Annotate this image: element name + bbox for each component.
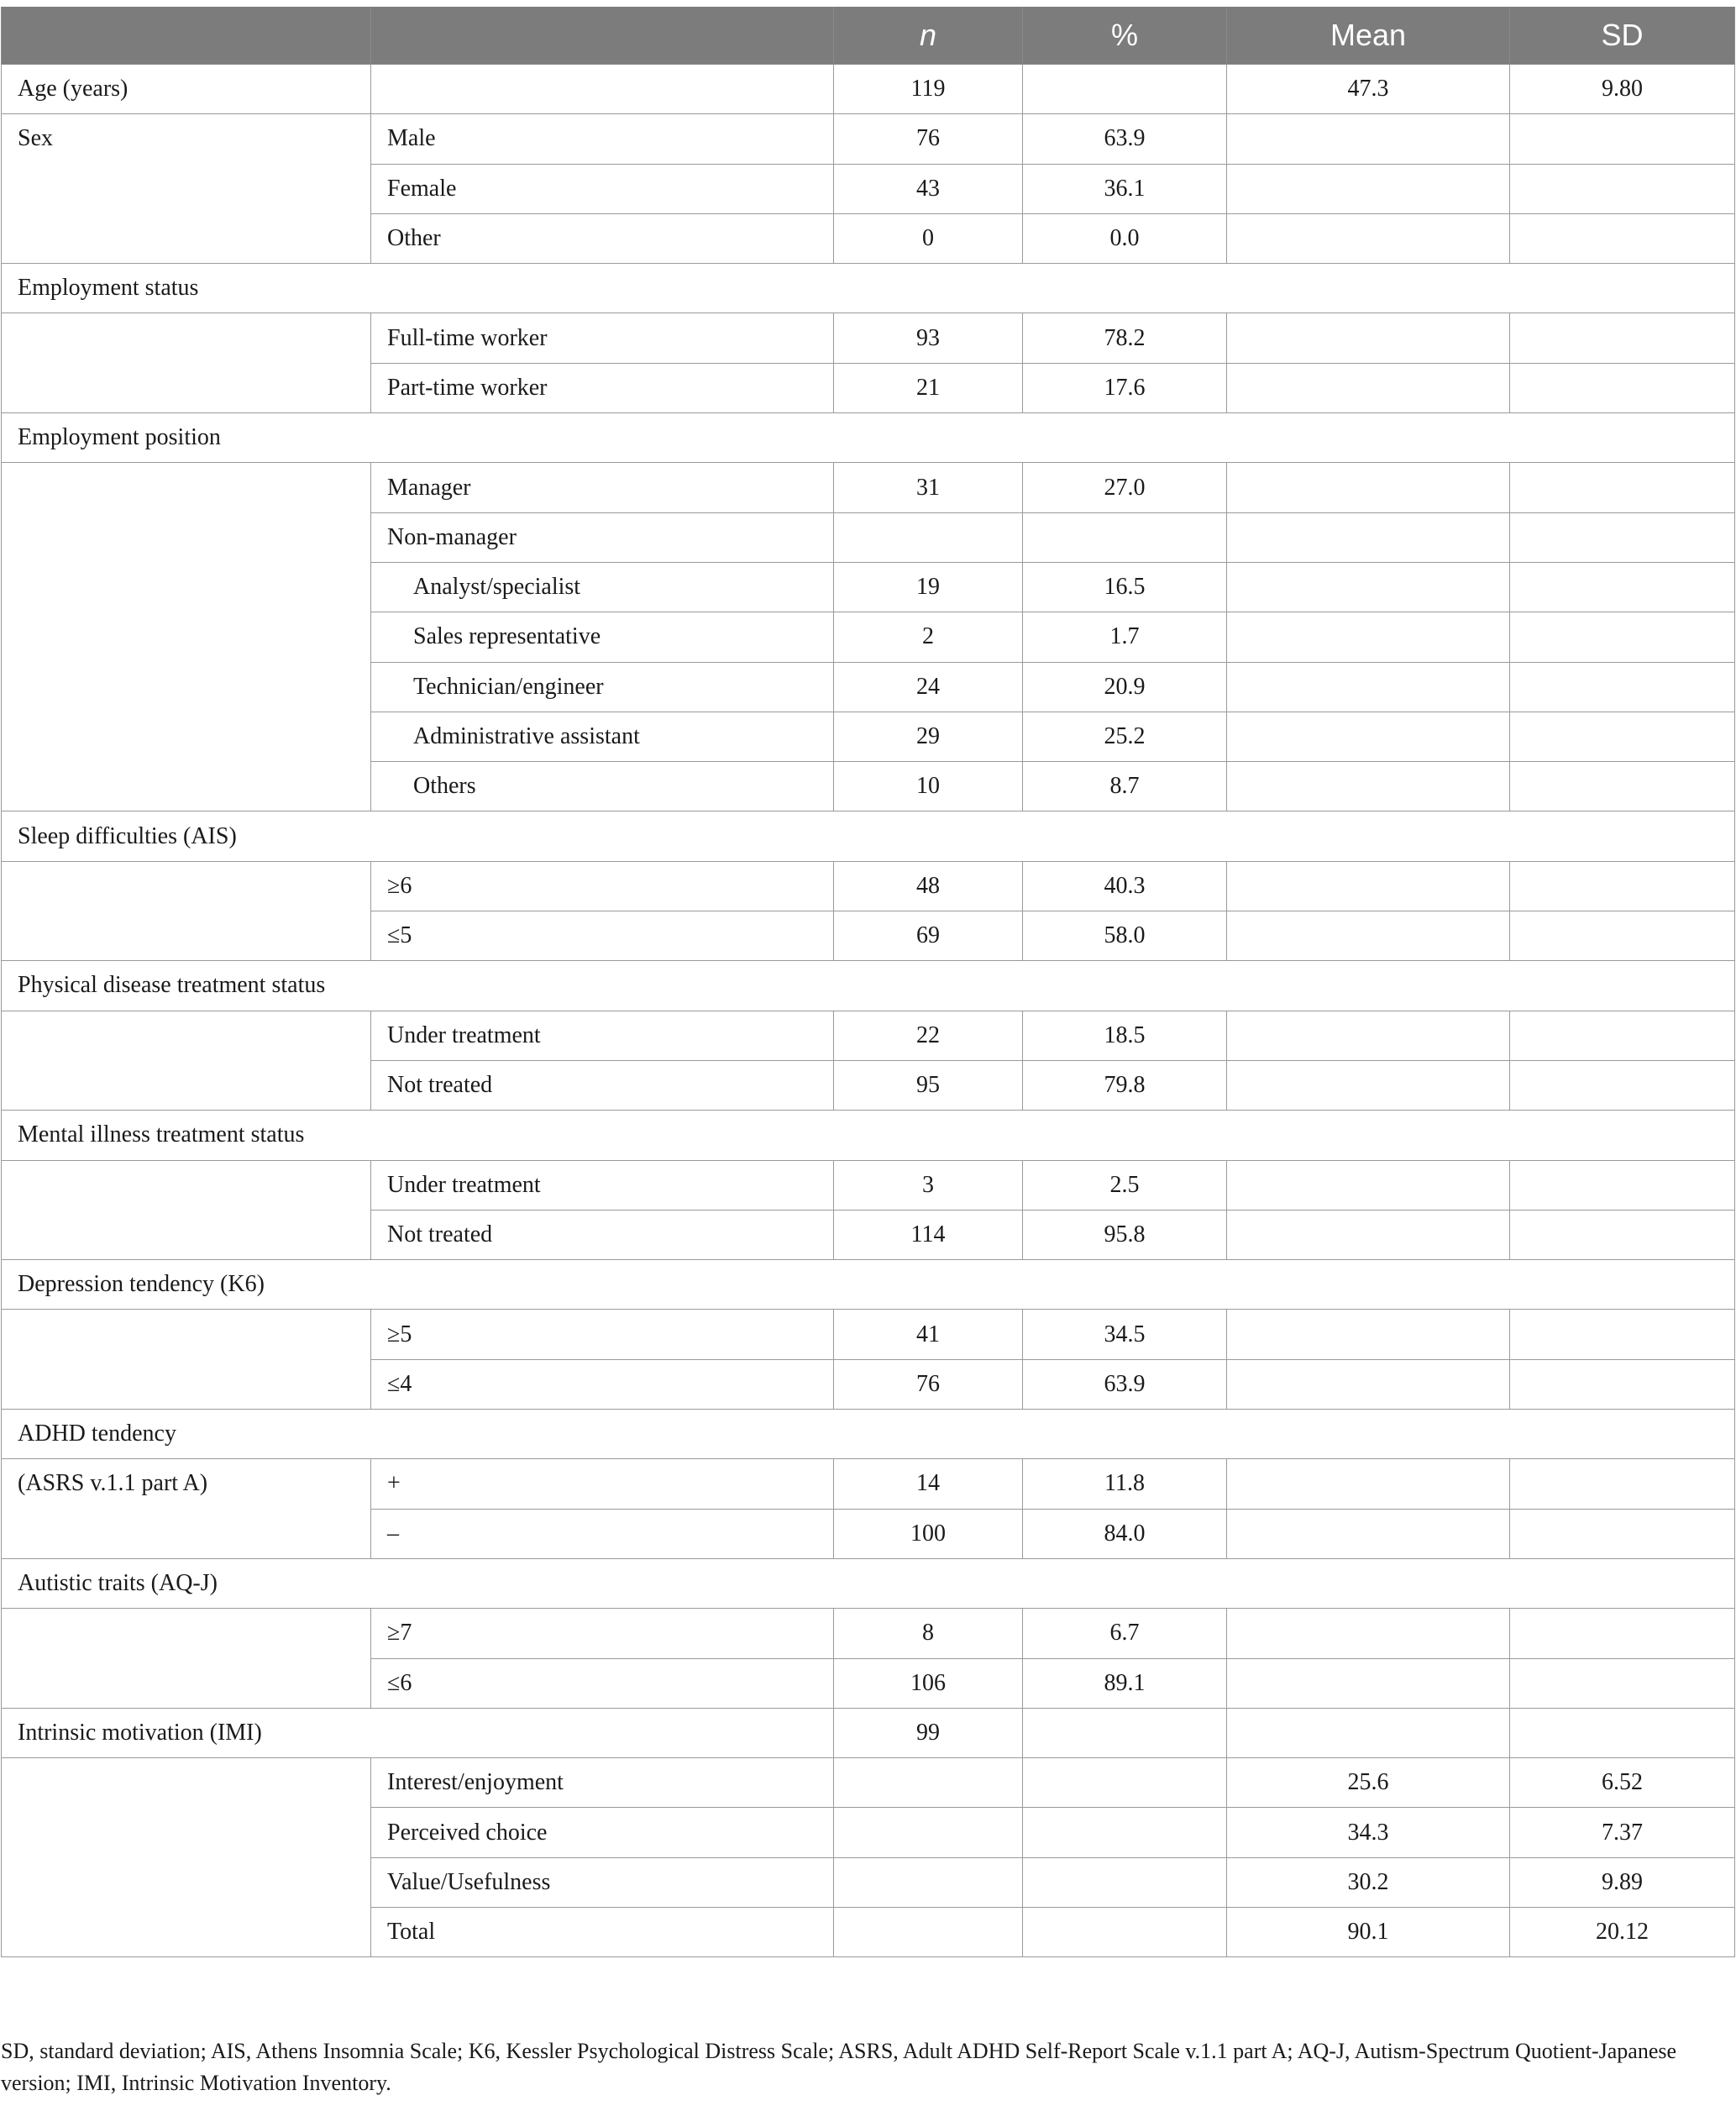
category-label: Physical disease treatment status xyxy=(2,961,1735,1011)
cell-mean: 47.3 xyxy=(1227,65,1510,114)
cell-n: 3 xyxy=(834,1160,1023,1210)
cell-percent: 84.0 xyxy=(1023,1509,1227,1558)
sub-label: + xyxy=(371,1459,834,1509)
table-row xyxy=(2,1459,1735,1509)
category-sublabel: (ASRS v.1.1 part A) xyxy=(2,1459,371,1559)
table-row xyxy=(2,463,1735,512)
table-row xyxy=(2,114,1735,164)
cell-sd: 20.12 xyxy=(1510,1907,1735,1956)
row-label: Age (years) xyxy=(2,65,371,114)
cell-percent: 0.0 xyxy=(1023,213,1227,263)
cell-percent: 63.9 xyxy=(1023,114,1227,164)
sub-label: ≤6 xyxy=(371,1658,834,1708)
cell-percent: 25.2 xyxy=(1023,712,1227,761)
cell-mean: 90.1 xyxy=(1227,1907,1510,1956)
cell-n: 76 xyxy=(834,1359,1023,1409)
header-sd: SD xyxy=(1510,7,1735,65)
header-row xyxy=(2,7,1735,65)
cell-percent: 27.0 xyxy=(1023,463,1227,512)
cell-n: 69 xyxy=(834,911,1023,961)
table-row xyxy=(2,264,1735,313)
cell-n: 8 xyxy=(834,1609,1023,1658)
cell-n: 24 xyxy=(834,662,1023,712)
cell-n: 48 xyxy=(834,861,1023,911)
sub-label: Non-manager xyxy=(371,512,834,562)
category-label: Employment position xyxy=(2,413,1735,463)
sub-label: Perceived choice xyxy=(371,1808,834,1857)
cell-n: 100 xyxy=(834,1509,1023,1558)
cell-n: 2 xyxy=(834,612,1023,662)
table-row xyxy=(2,413,1735,463)
sub-label: Technician/engineer xyxy=(371,662,834,712)
table-row xyxy=(2,1011,1735,1060)
table-row xyxy=(2,1558,1735,1608)
category-label: ADHD tendency xyxy=(2,1410,1735,1459)
sub-label: Administrative assistant xyxy=(371,712,834,761)
cell-mean: 30.2 xyxy=(1227,1857,1510,1907)
cell-percent: 8.7 xyxy=(1023,762,1227,811)
category-label: Mental illness treatment status xyxy=(2,1111,1735,1160)
sub-label: ≥5 xyxy=(371,1310,834,1359)
cell-percent: 34.5 xyxy=(1023,1310,1227,1359)
sub-label: Analyst/specialist xyxy=(371,562,834,612)
sub-label: Others xyxy=(371,762,834,811)
table-row xyxy=(2,1708,1735,1757)
cell-percent: 95.8 xyxy=(1023,1210,1227,1259)
sub-label: Full-time worker xyxy=(371,313,834,363)
table-row xyxy=(2,861,1735,911)
cell-n: 19 xyxy=(834,562,1023,612)
table-row xyxy=(2,313,1735,363)
header-mean: Mean xyxy=(1227,7,1510,65)
sub-label: Sales representative xyxy=(371,612,834,662)
cell-percent: 2.5 xyxy=(1023,1160,1227,1210)
cell-percent: 16.5 xyxy=(1023,562,1227,612)
table-row xyxy=(2,1260,1735,1310)
cell-n: 22 xyxy=(834,1011,1023,1060)
cell-percent: 40.3 xyxy=(1023,861,1227,911)
category-label: Employment status xyxy=(2,264,1735,313)
cell-percent: 11.8 xyxy=(1023,1459,1227,1509)
sub-label: Total xyxy=(371,1907,834,1956)
table-row xyxy=(2,1310,1735,1359)
sub-label: Male xyxy=(371,114,834,164)
sub-label: Under treatment xyxy=(371,1011,834,1060)
category-label: Intrinsic motivation (IMI) xyxy=(2,1708,834,1757)
cell-n: 41 xyxy=(834,1310,1023,1359)
sub-label: Female xyxy=(371,164,834,213)
table-row xyxy=(2,1609,1735,1658)
category-label: Depression tendency (K6) xyxy=(2,1260,1735,1310)
sub-label: Manager xyxy=(371,463,834,512)
cell-sd: 9.80 xyxy=(1510,65,1735,114)
category-label: Sleep difficulties (AIS) xyxy=(2,811,1735,861)
cell-n: 95 xyxy=(834,1060,1023,1110)
sub-label: ≥7 xyxy=(371,1609,834,1658)
cell-n: 114 xyxy=(834,1210,1023,1259)
sub-label: Interest/enjoyment xyxy=(371,1758,834,1808)
cell-percent: 1.7 xyxy=(1023,612,1227,662)
cell-mean: 25.6 xyxy=(1227,1758,1510,1808)
cell-percent: 78.2 xyxy=(1023,313,1227,363)
cell-n: 119 xyxy=(834,65,1023,114)
cell-n: 10 xyxy=(834,762,1023,811)
header-percent: % xyxy=(1023,7,1227,65)
cell-n: 76 xyxy=(834,114,1023,164)
cell-n: 93 xyxy=(834,313,1023,363)
table-row xyxy=(2,65,1735,114)
sub-label: Under treatment xyxy=(371,1160,834,1210)
cell-percent: 63.9 xyxy=(1023,1359,1227,1409)
cell-percent: 20.9 xyxy=(1023,662,1227,712)
cell-sd: 9.89 xyxy=(1510,1857,1735,1907)
cell-n: 14 xyxy=(834,1459,1023,1509)
cell-n: 43 xyxy=(834,164,1023,213)
sub-label: Not treated xyxy=(371,1060,834,1110)
cell-n: 106 xyxy=(834,1658,1023,1708)
sub-label: Part-time worker xyxy=(371,363,834,412)
header-n: n xyxy=(834,7,1023,65)
table-row xyxy=(2,1410,1735,1459)
cell-n: 0 xyxy=(834,213,1023,263)
row-label: Sex xyxy=(2,114,371,264)
header-blank-2 xyxy=(371,7,834,65)
cell-n: 31 xyxy=(834,463,1023,512)
sub-label: ≥6 xyxy=(371,861,834,911)
sub-label: ≤5 xyxy=(371,911,834,961)
cell-percent: 58.0 xyxy=(1023,911,1227,961)
cell-percent: 89.1 xyxy=(1023,1658,1227,1708)
sub-label: Other xyxy=(371,213,834,263)
sub-label: – xyxy=(371,1509,834,1558)
table-footnote: SD, standard deviation; AIS, Athens Insomnia Scale; K6, Kessler Psychological Distress Scale; ASRS, Adult ADHD Self-Report Scale v.1.1 part A; AQ-J, Autism-Spectrum Quotient-Japanese version; IMI, Intrinsic Motivation Inventory. xyxy=(1,2039,1677,2095)
table-row xyxy=(2,1111,1735,1160)
demographics-table xyxy=(1,7,1735,1957)
cell-percent: 36.1 xyxy=(1023,164,1227,213)
cell-sd: 7.37 xyxy=(1510,1808,1735,1857)
cell-percent: 79.8 xyxy=(1023,1060,1227,1110)
table-row xyxy=(2,961,1735,1011)
cell-percent: 6.7 xyxy=(1023,1609,1227,1658)
header-blank-1 xyxy=(2,7,371,65)
sub-label: ≤4 xyxy=(371,1359,834,1409)
category-label: Autistic traits (AQ-J) xyxy=(2,1558,1735,1608)
cell-mean: 34.3 xyxy=(1227,1808,1510,1857)
cell-n: 29 xyxy=(834,712,1023,761)
cell-percent: 18.5 xyxy=(1023,1011,1227,1060)
table-row xyxy=(2,1160,1735,1210)
sub-label: Not treated xyxy=(371,1210,834,1259)
table-row xyxy=(2,811,1735,861)
cell-n: 99 xyxy=(834,1708,1023,1757)
cell-percent: 17.6 xyxy=(1023,363,1227,412)
cell-sd: 6.52 xyxy=(1510,1758,1735,1808)
cell-n: 21 xyxy=(834,363,1023,412)
table-row xyxy=(2,1758,1735,1808)
sub-label: Value/Usefulness xyxy=(371,1857,834,1907)
